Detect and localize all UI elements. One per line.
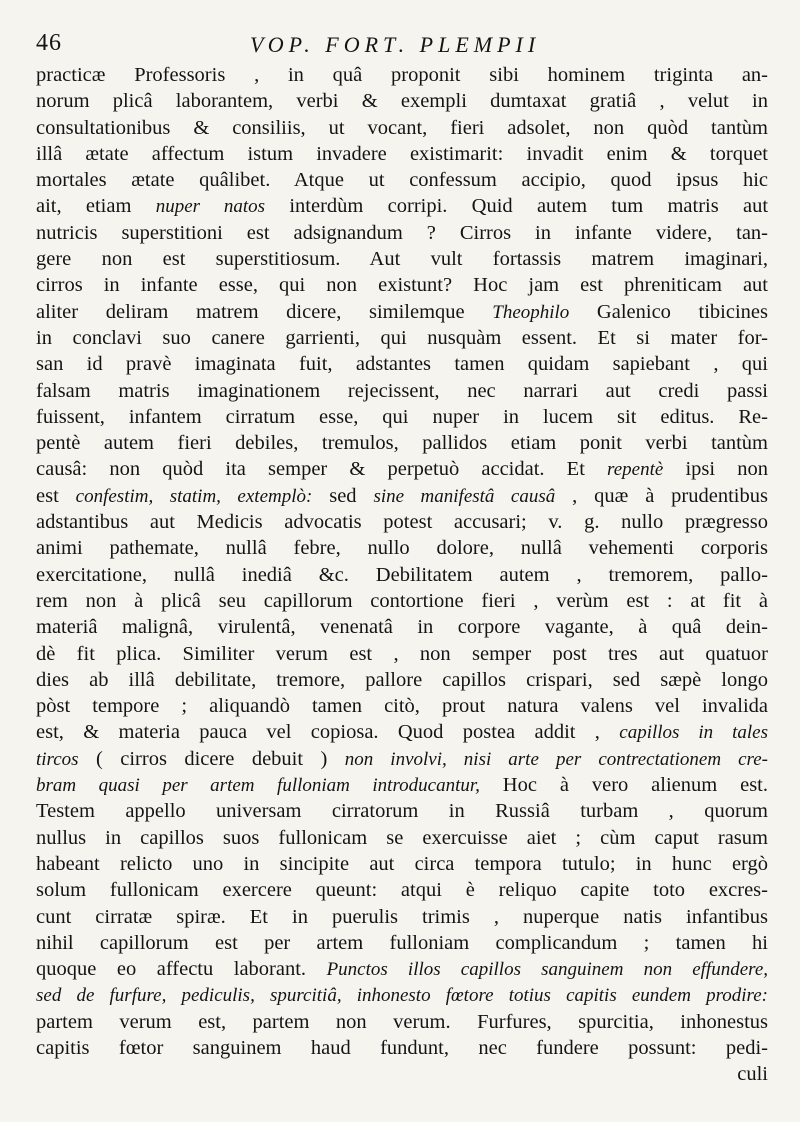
page-number: 46 (36, 30, 62, 56)
text-run: rem non à plicâ seu capillorum contortione fieri , verùm est : at fit à (36, 589, 768, 612)
text-line (36, 456, 768, 482)
text-line (36, 115, 768, 141)
text-line (36, 719, 768, 745)
text-run: aliter deliram matrem dicere, similemque (36, 300, 493, 323)
body-text (36, 62, 768, 1088)
text-line (36, 430, 768, 456)
text-line (36, 667, 768, 693)
text-line (36, 193, 768, 219)
text-line (36, 246, 768, 272)
italic-text: Theophilo (492, 301, 570, 323)
text-line (36, 351, 768, 377)
text-run: ipsi non (663, 458, 768, 481)
italic-text: repentè (607, 459, 664, 481)
text-run: norum plicâ laborantem, verbi & exempli dumtaxat gratiâ , velut in (36, 90, 768, 113)
text-run: ( cirros dicere debuit ) (78, 747, 345, 770)
text-run: exercitatione, nullâ inediâ &c. Debilitatem autem , tremorem, pallo- (36, 563, 768, 586)
text-run: pòst tempore ; aliquandò tamen citò, prout natura valens vel invalida (36, 695, 768, 718)
text-line (36, 404, 768, 430)
running-head: VOP. FORT. PLEMPII (250, 32, 541, 57)
text-run: adstantibus aut Medicis advocatis potest accusari; v. g. nullo prægresso (36, 511, 768, 534)
italic-text: bram quasi per artem fulloniam introducantur, (36, 775, 480, 797)
text-run: sed (312, 484, 374, 507)
text-line (36, 956, 768, 982)
text-line (36, 588, 768, 614)
text-run: dè fit plica. Similiter verum est , non semper post tres aut quatuor (36, 642, 768, 665)
text-run: Testem appello universam cirratorum in Russiâ turbam , quorum (36, 800, 768, 823)
text-line (36, 562, 768, 588)
text-run: dies ab illâ debilitate, tremore, pallore capillos crispari, sed sæpè longo (36, 668, 768, 691)
text-run: est, & materia pauca vel copiosa. Quod postea addit , (36, 721, 620, 744)
text-line (36, 167, 768, 193)
text-run: , quæ à prudentibus (555, 484, 768, 507)
text-run: solum fullonicam exercere queunt: atqui è reliquo capite toto excres- (36, 879, 768, 902)
text-run: partem verum est, partem non verum. Furfures, spurcitia, inhonestus (36, 1010, 768, 1033)
text-run: nullus in capillos suos fullonicam se exercuisse aiet ; cùm caput rasum (36, 826, 768, 849)
text-run: gere non est superstitiosum. Aut vult fortassis matrem imaginari, (36, 248, 768, 271)
text-run: nutricis superstitioni est adsignandum ? Cirros in infante videre, tan- (36, 221, 768, 244)
text-line (36, 325, 768, 351)
text-run: Hoc à vero alienum est. (479, 774, 768, 797)
text-line (36, 299, 768, 325)
text-line (36, 614, 768, 640)
text-line (36, 772, 768, 798)
text-run: fuissent, infantem cirratum esse, qui nuper in lucem sit editus. Re- (36, 405, 768, 428)
text-line (36, 62, 768, 88)
text-line (36, 535, 768, 561)
text-run: practicæ Professoris , in quâ proponit sibi hominem triginta an- (36, 64, 768, 86)
text-run: materiâ malignâ, virulentâ, venenatâ in corpore vagante, à quâ dein- (36, 616, 768, 639)
text-run: est (36, 484, 76, 507)
text-line (36, 746, 768, 772)
text-run: capitis fœtor sanguinem haud fundunt, nec fundere possunt: pedi- (36, 1036, 768, 1059)
text-run: animi pathemate, nullâ febre, nullo dolore, nullâ vehementi corporis (36, 537, 768, 560)
text-line (36, 877, 768, 903)
italic-text: tircos (36, 748, 79, 770)
text-run: cunt cirratæ spiræ. Et in puerulis trimis , nuperque natis infantibus (36, 905, 768, 928)
italic-text: confestim, statim, extemplò: (75, 485, 313, 507)
text-line (36, 509, 768, 535)
italic-text: nuper natos (155, 196, 266, 218)
text-line (36, 1009, 768, 1035)
text-run: in conclavi suo canere garrienti, qui nusquàm essent. Et si mater for- (36, 326, 768, 349)
text-line (36, 141, 768, 167)
text-run: culi (737, 1063, 768, 1086)
text-line (36, 904, 768, 930)
text-line (36, 1061, 768, 1087)
italic-text: non involvi, nisi arte per contrectationem cre- (344, 748, 768, 770)
text-run: habeant relicto uno in sincipite aut circa tempora tutulo; in hunc ergò (36, 852, 768, 875)
text-run: cirros in infante esse, qui non existunt? Hoc jam est phreniticam aut (36, 274, 768, 297)
text-run: ait, etiam (36, 195, 156, 218)
page-header (36, 28, 768, 62)
text-run: interdùm corripi. Quid autem tum matris aut (265, 195, 768, 218)
text-run: quoque eo affectu laborant. (36, 958, 327, 981)
text-run: falsam matris imaginationem rejecissent, nec narrari aut credi passi (36, 379, 768, 402)
text-line (36, 798, 768, 824)
italic-text: capillos in tales (619, 722, 768, 744)
text-run: consultationibus & consiliis, ut vocant, fieri adsolet, non quòd tantùm (36, 116, 768, 139)
text-line (36, 641, 768, 667)
italic-text: sine manifestâ causâ (373, 485, 556, 507)
text-line (36, 220, 768, 246)
text-run: Galenico tibicines (569, 300, 768, 323)
text-run: causâ: non quòd ita semper & perpetuò accidat. Et (36, 458, 608, 481)
text-line (36, 930, 768, 956)
text-run: nihil capillorum est per artem fulloniam complicandum ; tamen hi (36, 931, 768, 954)
text-line (36, 693, 768, 719)
text-run: mortales ætate quâlibet. Atque ut confessum accipio, quod ipsus hic (36, 169, 768, 192)
italic-text: Punctos illos capillos sanguinem non effundere, (326, 959, 768, 981)
italic-text: sed de furfure, pediculis, spurcitiâ, inhonesto fœtore totius capitis eundem prodire: (36, 985, 768, 1007)
text-line (36, 982, 768, 1008)
text-line (36, 378, 768, 404)
text-line (36, 1035, 768, 1061)
text-line (36, 483, 768, 509)
text-run: pentè autem fieri debiles, tremulos, pallidos etiam ponit verbi tantùm (36, 432, 768, 455)
text-line (36, 272, 768, 298)
text-line (36, 88, 768, 114)
text-run: illâ ætate affectum istum invadere existimarit: invadit enim & torquet (36, 142, 768, 165)
text-run: san id pravè imaginata fuit, adstantes tamen quidam sapiebant , qui (36, 353, 768, 376)
text-line (36, 825, 768, 851)
text-line (36, 851, 768, 877)
